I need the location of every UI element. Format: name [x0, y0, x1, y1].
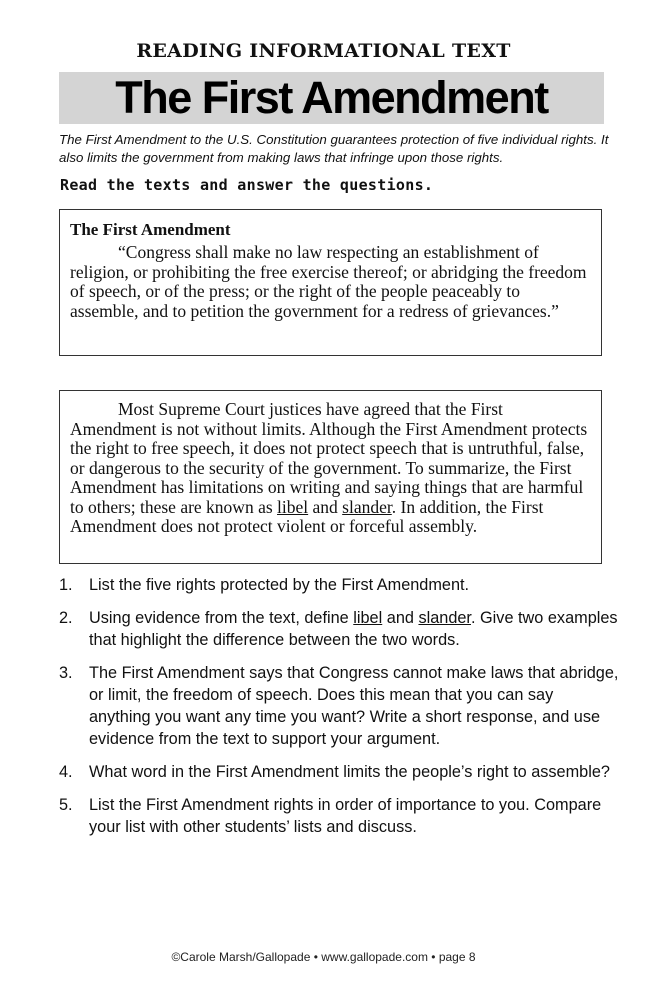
instructions: Read the texts and answer the questions.: [60, 176, 434, 194]
section-kicker: READING INFORMATIONAL TEXT: [136, 40, 511, 62]
limits-text-and: and: [308, 496, 343, 517]
term-libel: libel: [277, 496, 309, 517]
question-text-post: . Give two examples that highlight the difference between the two words.: [89, 609, 618, 649]
question-number: 1.: [59, 576, 73, 594]
term-slander: slander: [342, 496, 392, 517]
page-footer: ©Carole Marsh/Gallopade • www.gallopade.com • page 8: [171, 950, 476, 964]
question-item: [59, 607, 619, 651]
question-term-slander: slander: [418, 609, 471, 627]
limits-paragraph: [70, 400, 591, 537]
page-title: The First Amendment: [115, 72, 548, 123]
question-text-pre: Using evidence from the text, define: [89, 609, 354, 627]
question-number: 2.: [59, 609, 73, 627]
question-text-mid: and: [382, 609, 419, 627]
limits-text-box: [59, 390, 602, 564]
question-number: 3.: [59, 664, 73, 682]
amendment-quote: “Congress shall make no law respecting an establishment of religion, or prohibiting the free exercise thereof; or abridging the freedom of speech, or of the press; or the right of the people peaceably to assemble, and to petition the government for a redress of grievances.”: [70, 242, 587, 321]
question-term-libel: libel: [353, 609, 383, 627]
question-item: [59, 761, 619, 783]
text-box-title: The First Amendment: [70, 220, 231, 239]
question-item: [59, 662, 619, 750]
title-banner: [59, 72, 604, 124]
question-number: 5.: [59, 796, 73, 814]
question-item: [59, 794, 619, 838]
question-item: [59, 574, 619, 596]
limits-text-part1: Most Supreme Court justices have agreed that the First Amendment is not without limits. Although the First Amendment protects the right to free speech, it does not protect speech that is untruthful, false, or dangerous to the security of the government. To summarize, the First Amendment has limitations on writing and saying things that are harmful to others; these are known as: [70, 399, 588, 517]
question-text: What word in the First Amendment limits the people’s right to assemble?: [89, 763, 610, 781]
question-text: The First Amendment says that Congress cannot make laws that abridge, or limit, the freedom of speech. Does this mean that you can say anything you want any time you want? Write a short response, and use evidence from the text to support your argument.: [89, 664, 619, 748]
limits-text-part2: . In addition, the First Amendment does not protect violent or forceful assembly.: [70, 496, 544, 536]
first-amendment-text-box: [59, 209, 602, 356]
question-list: [59, 574, 619, 849]
question-text: List the First Amendment rights in order of importance to you. Compare your list with other students’ lists and discuss.: [89, 796, 602, 836]
question-number: 4.: [59, 763, 73, 781]
intro-text: The First Amendment to the U.S. Constitution guarantees protection of five individual rights. It also limits the government from making laws that infringe upon those rights.: [59, 132, 609, 165]
question-text: List the five rights protected by the First Amendment.: [89, 576, 470, 594]
